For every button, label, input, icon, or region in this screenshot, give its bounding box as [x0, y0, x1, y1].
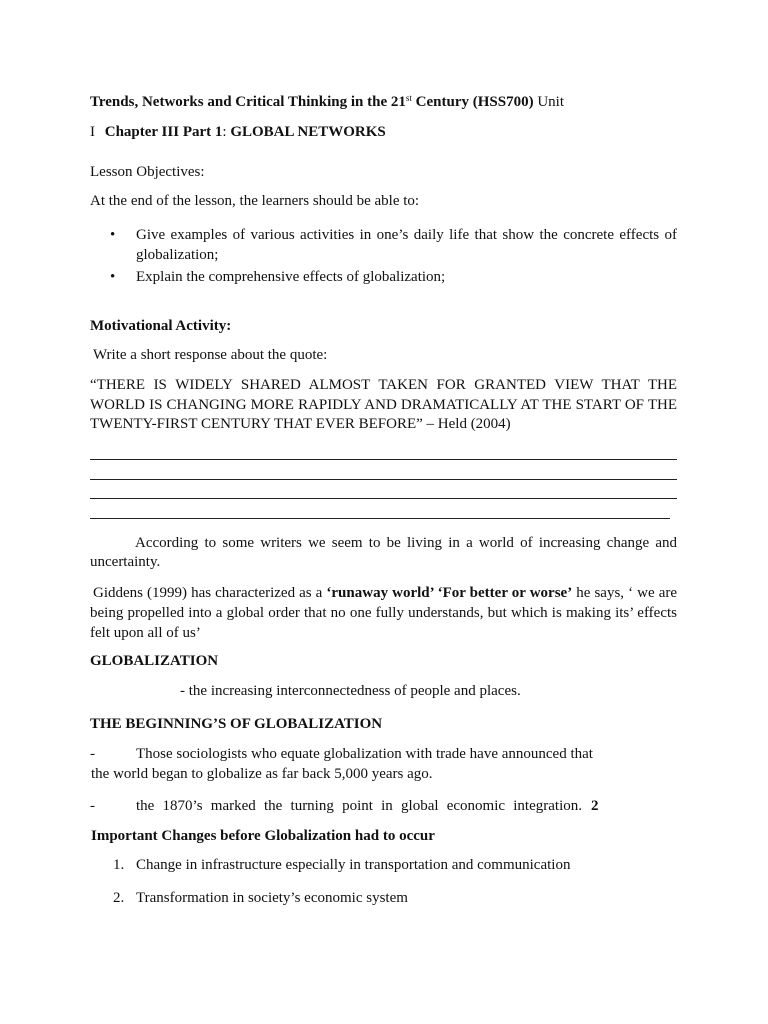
bullet-marker: •	[110, 269, 116, 285]
beginnings-heading: THE BEGINNING’S OF GLOBALIZATION	[90, 716, 383, 732]
giddens-bold-quote: ‘runaway world’ ‘For better or worse’	[326, 585, 573, 601]
motivation-instruction: Write a short response about the quote:	[93, 347, 328, 363]
beginnings-item-2: the 1870’s marked the turning point in global economic integration.	[136, 798, 582, 814]
answer-line	[90, 498, 677, 499]
answer-line	[90, 459, 677, 460]
chapter-label: Chapter III Part 1	[104, 124, 223, 140]
globalization-definition: - the increasing interconnectedness of people and places.	[180, 683, 521, 699]
beginnings-item-1-line-1: Those sociologists who equate globalization with trade have announced that	[136, 746, 593, 762]
objective-item-1-line-1: Give examples of various activities in one’s daily life that show the concrete effects of	[136, 227, 677, 243]
quote-line-3: TWENTY-FIRST CENTURY THAT EVER BEFORE” – Held (2004)	[90, 416, 511, 432]
list-number: 1.	[113, 857, 125, 873]
unit-numeral: I	[90, 124, 95, 140]
chapter-separator: :	[222, 124, 231, 140]
objective-item-1-line-2: globalization;	[136, 247, 219, 263]
changes-heading: Important Changes before Globalization had to occur	[91, 828, 435, 844]
title-superscript: st	[405, 93, 412, 103]
chapter-title: GLOBAL NETWORKS	[230, 124, 386, 140]
globalization-heading: GLOBALIZATION	[90, 653, 219, 669]
objective-item-2: Explain the comprehensive effects of globalization;	[136, 269, 446, 285]
giddens-line-3: felt upon all of us’	[90, 625, 201, 641]
list-item: Change in infrastructure especially in transportation and communication	[136, 857, 571, 873]
paragraph-1-line-2: uncertainty.	[90, 554, 161, 570]
title-text-end: Century (HSS700)	[411, 94, 534, 110]
motivation-heading: Motivational Activity:	[90, 318, 232, 334]
dash-marker: -	[90, 746, 95, 762]
giddens-text-end: he says, ‘ we are	[572, 585, 678, 601]
bullet-marker: •	[110, 227, 116, 243]
dash-marker: -	[90, 798, 95, 814]
unit-word: Unit	[533, 94, 564, 110]
beginnings-item-1-line-2: the world began to globalize as far back 5,000 years ago.	[91, 766, 433, 782]
answer-line	[90, 479, 677, 480]
giddens-line-2: being propelled into a global order that no one fully understands, but which is making its’ effects	[90, 605, 677, 621]
list-item: Transformation in society’s economic system	[136, 890, 408, 906]
giddens-line-1	[93, 583, 677, 603]
chapter-line	[90, 122, 386, 142]
objectives-intro: At the end of the lesson, the learners should be able to:	[90, 193, 420, 209]
document-title	[90, 92, 564, 112]
objectives-heading: Lesson Objectives:	[90, 164, 205, 180]
list-number: 2.	[113, 890, 125, 906]
quote-line-1: “THERE IS WIDELY SHARED ALMOST TAKEN FOR GRANTED VIEW THAT THE	[90, 377, 677, 393]
paragraph-1-line-1: According to some writers we seem to be living in a world of increasing change and	[135, 535, 677, 551]
title-text: Trends, Networks and Critical Thinking in the 21	[90, 94, 406, 110]
page-number-fragment: 2	[591, 798, 599, 814]
quote-line-2: WORLD IS CHANGING MORE RAPIDLY AND DRAMATICALLY AT THE START OF THE	[90, 397, 677, 413]
giddens-text: Giddens (1999) has characterized as a	[93, 585, 327, 601]
answer-line	[90, 518, 670, 519]
